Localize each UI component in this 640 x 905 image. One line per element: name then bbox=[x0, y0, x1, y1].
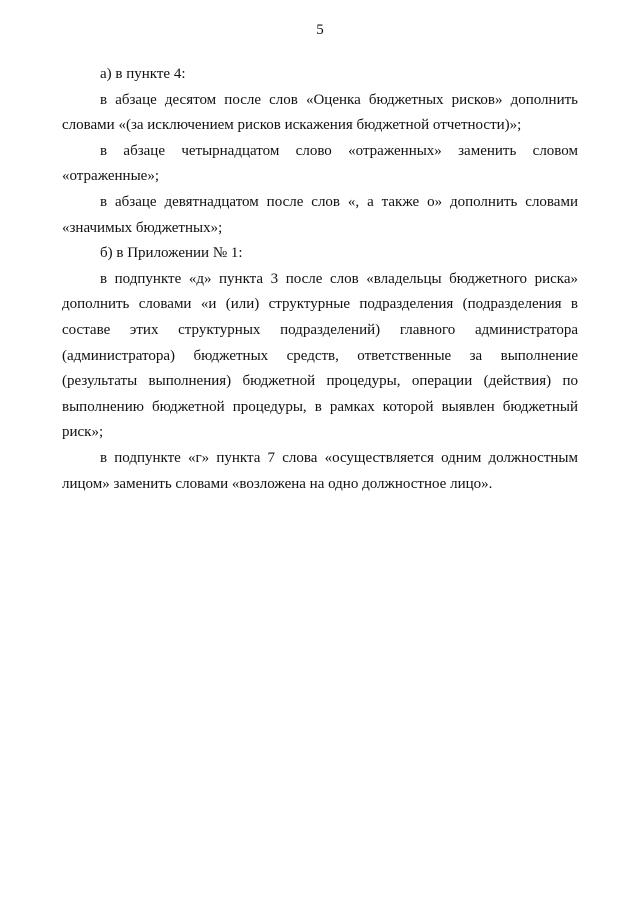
paragraph-abzac-14: в абзаце четырнадцатом слово «отраженных» заменить словом «отраженные»; bbox=[62, 142, 578, 185]
paragraph-item-a: а) в пункте 4: bbox=[100, 66, 186, 82]
page-number: 5 bbox=[316, 22, 324, 38]
paragraph-subitem-g: в подпункте «г» пункта 7 слова «осуществляется одним должностным лицом» заменить словами «возложена на одно должностное лицо». bbox=[62, 449, 578, 492]
paragraph-item-b: б) в Приложении № 1: bbox=[100, 245, 243, 262]
document-body bbox=[62, 62, 578, 497]
paragraph-subitem-d: в подпункте «д» пункта 3 после слов «владельцы бюджетного риска» дополнить словами «и (или) структурные подразделения (подразделения в составе этих структурных подразделений) главного администратора (администратора) бюджетных средств, ответственные за выполнение (результаты выполнения) бюджетной процедуры, операции (действия) по выполнению бюджетной процедуры, в рамках которой выявлен бюджетный риск»; bbox=[62, 270, 578, 441]
paragraph-abzac-19: в абзаце девятнадцатом после слов «, а также о» дополнить словами «значимых бюджетных»; bbox=[62, 193, 578, 236]
paragraph-abzac-10: в абзаце десятом после слов «Оценка бюджетных рисков» дополнить словами «(за исключением рисков искажения бюджетной отчетности)»; bbox=[62, 91, 578, 134]
